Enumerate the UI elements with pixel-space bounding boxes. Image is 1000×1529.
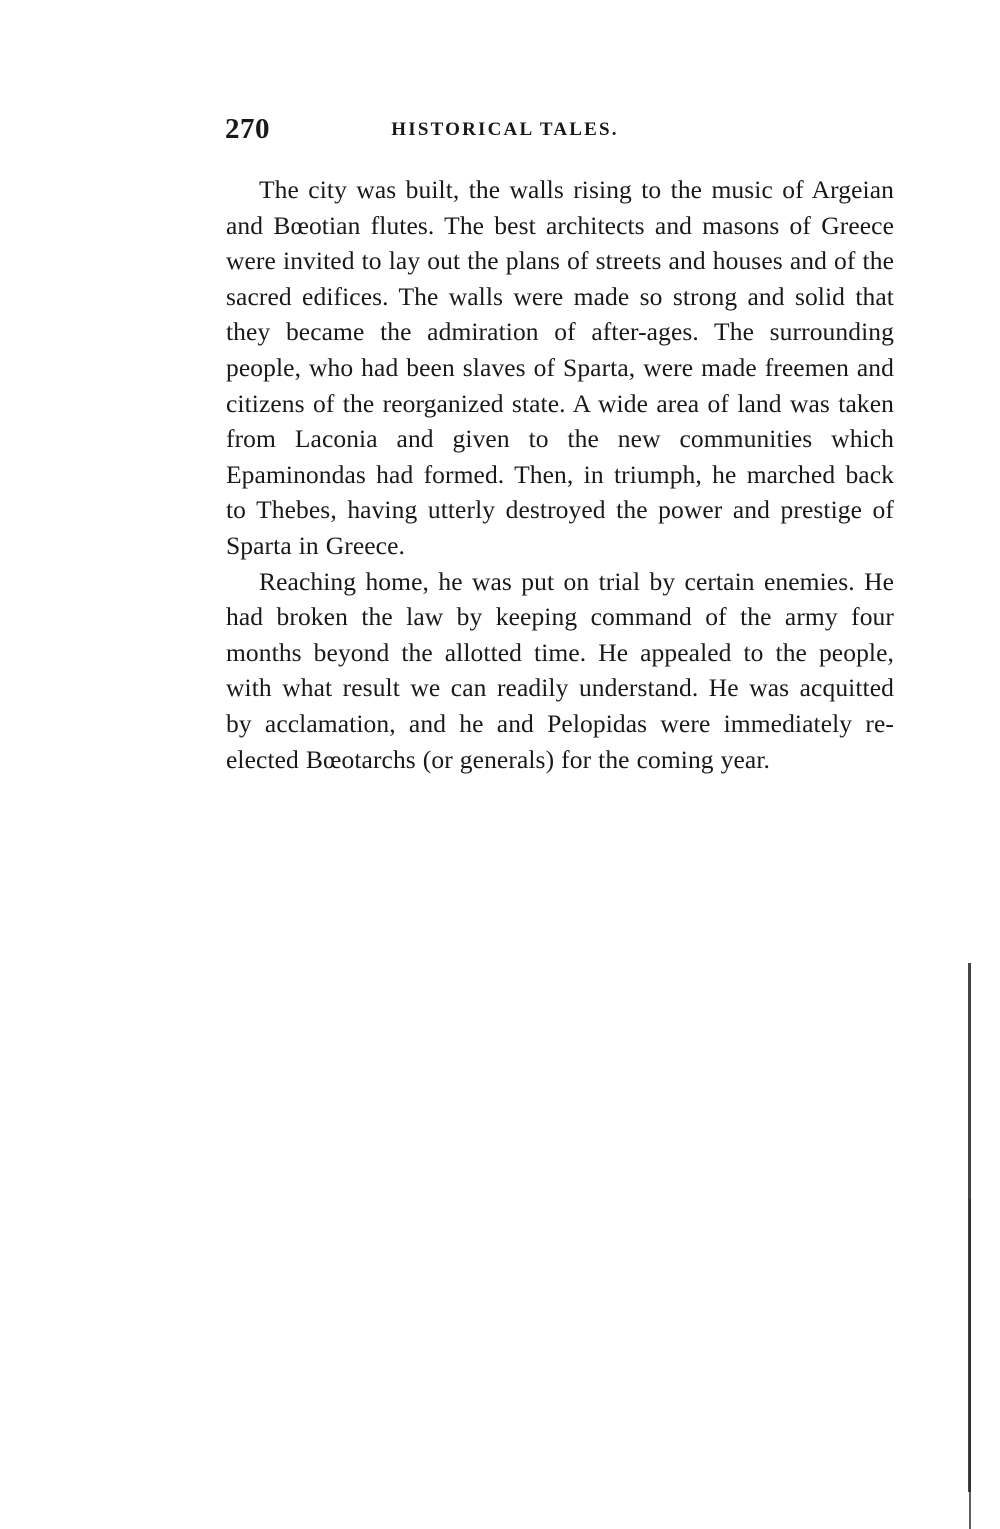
scan-artifact-line-lower: [969, 1199, 971, 1529]
paragraph: Reaching home, he was put on trial by certain enemies. He had broken the law by keeping command of the army four months beyond the allotted time. He appealed to the people, with what result we can readily understand. He was acquitted by acclamation, and he and Pelopidas were immediately re-elected Bœotarchs (or generals) for the coming year.: [226, 566, 894, 774]
running-head-title: HISTORICAL TALES.: [391, 119, 619, 140]
page-number: 270: [225, 113, 270, 145]
running-head: [225, 112, 785, 146]
body-text: [226, 172, 894, 777]
paragraph: The city was built, the walls rising to the music of Argeian and Bœotian flutes. The best architects and masons of Greece were invited to lay out the plans of streets and houses and of the sacred edifices. The walls were made so strong and solid that they became the admiration of after-ages. The surrounding people, who had been slaves of Sparta, were made freemen and citizens of the reorganized state. A wide area of land was taken from Laconia and given to the new communities which Epaminondas had formed. Then, in triumph, he marched back to Thebes, having utterly destroyed the power and prestige of Sparta in Greece.: [226, 175, 894, 560]
